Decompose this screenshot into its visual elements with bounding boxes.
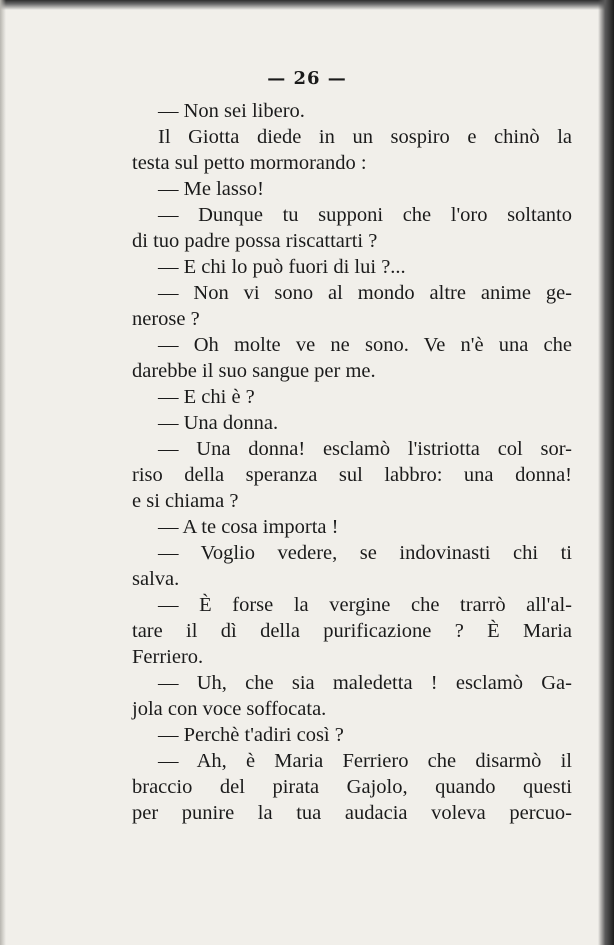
text-line: e si chiama ? xyxy=(132,490,239,512)
page-left-shadow xyxy=(0,0,6,945)
text-line: Il Giotta diede in un sospiro e chinò la xyxy=(158,126,572,148)
text-line: — E chi lo può fuori di lui ?... xyxy=(158,256,406,278)
text-line: — Una donna! esclamò l'istriotta col sor- xyxy=(158,438,572,460)
text-line: — Ah, è Maria Ferriero che disarmò il xyxy=(158,750,572,772)
text-line: riso della speranza sul labbro: una donna! xyxy=(132,464,572,486)
text-line: — A te cosa importa ! xyxy=(158,516,339,538)
text-line: testa sul petto mormorando : xyxy=(132,152,367,174)
text-line: salva. xyxy=(132,568,180,590)
text-line: nerose ? xyxy=(132,308,200,330)
text-line: — Non vi sono al mondo altre anime ge- xyxy=(158,282,572,304)
text-line: tare il dì della purificazione ? È Maria xyxy=(132,620,572,642)
text-line: — Me lasso! xyxy=(158,178,264,200)
text-line: Ferriero. xyxy=(132,646,204,668)
text-line: — Perchè t'adiri così ? xyxy=(158,724,344,746)
page-top-shadow xyxy=(0,0,614,10)
text-line: di tuo padre possa riscattarti ? xyxy=(132,230,378,252)
text-line: — Non sei libero. xyxy=(158,100,305,122)
text-line: — Dunque tu supponi che l'oro soltanto xyxy=(158,204,572,226)
text-line: per punire la tua audacia voleva percuo- xyxy=(132,802,572,824)
text-line: darebbe il suo sangue per me. xyxy=(132,360,376,382)
text-line: braccio del pirata Gajolo, quando questi xyxy=(132,776,572,798)
text-line: — E chi è ? xyxy=(158,386,255,408)
text-line: — Uh, che sia maledetta ! esclamò Ga- xyxy=(158,672,572,694)
text-line: — Una donna. xyxy=(158,412,279,434)
page-number: — 26 — xyxy=(267,68,347,89)
body-text xyxy=(132,98,572,826)
text-line: — Voglio vedere, se indovinasti chi ti xyxy=(158,542,572,564)
text-line: jola con voce soffocata. xyxy=(132,698,327,720)
text-line: — Oh molte ve ne sono. Ve n'è una che xyxy=(158,334,572,356)
text-line: — È forse la vergine che trarrò all'al- xyxy=(158,594,572,616)
page-right-binding-shadow xyxy=(598,0,614,945)
